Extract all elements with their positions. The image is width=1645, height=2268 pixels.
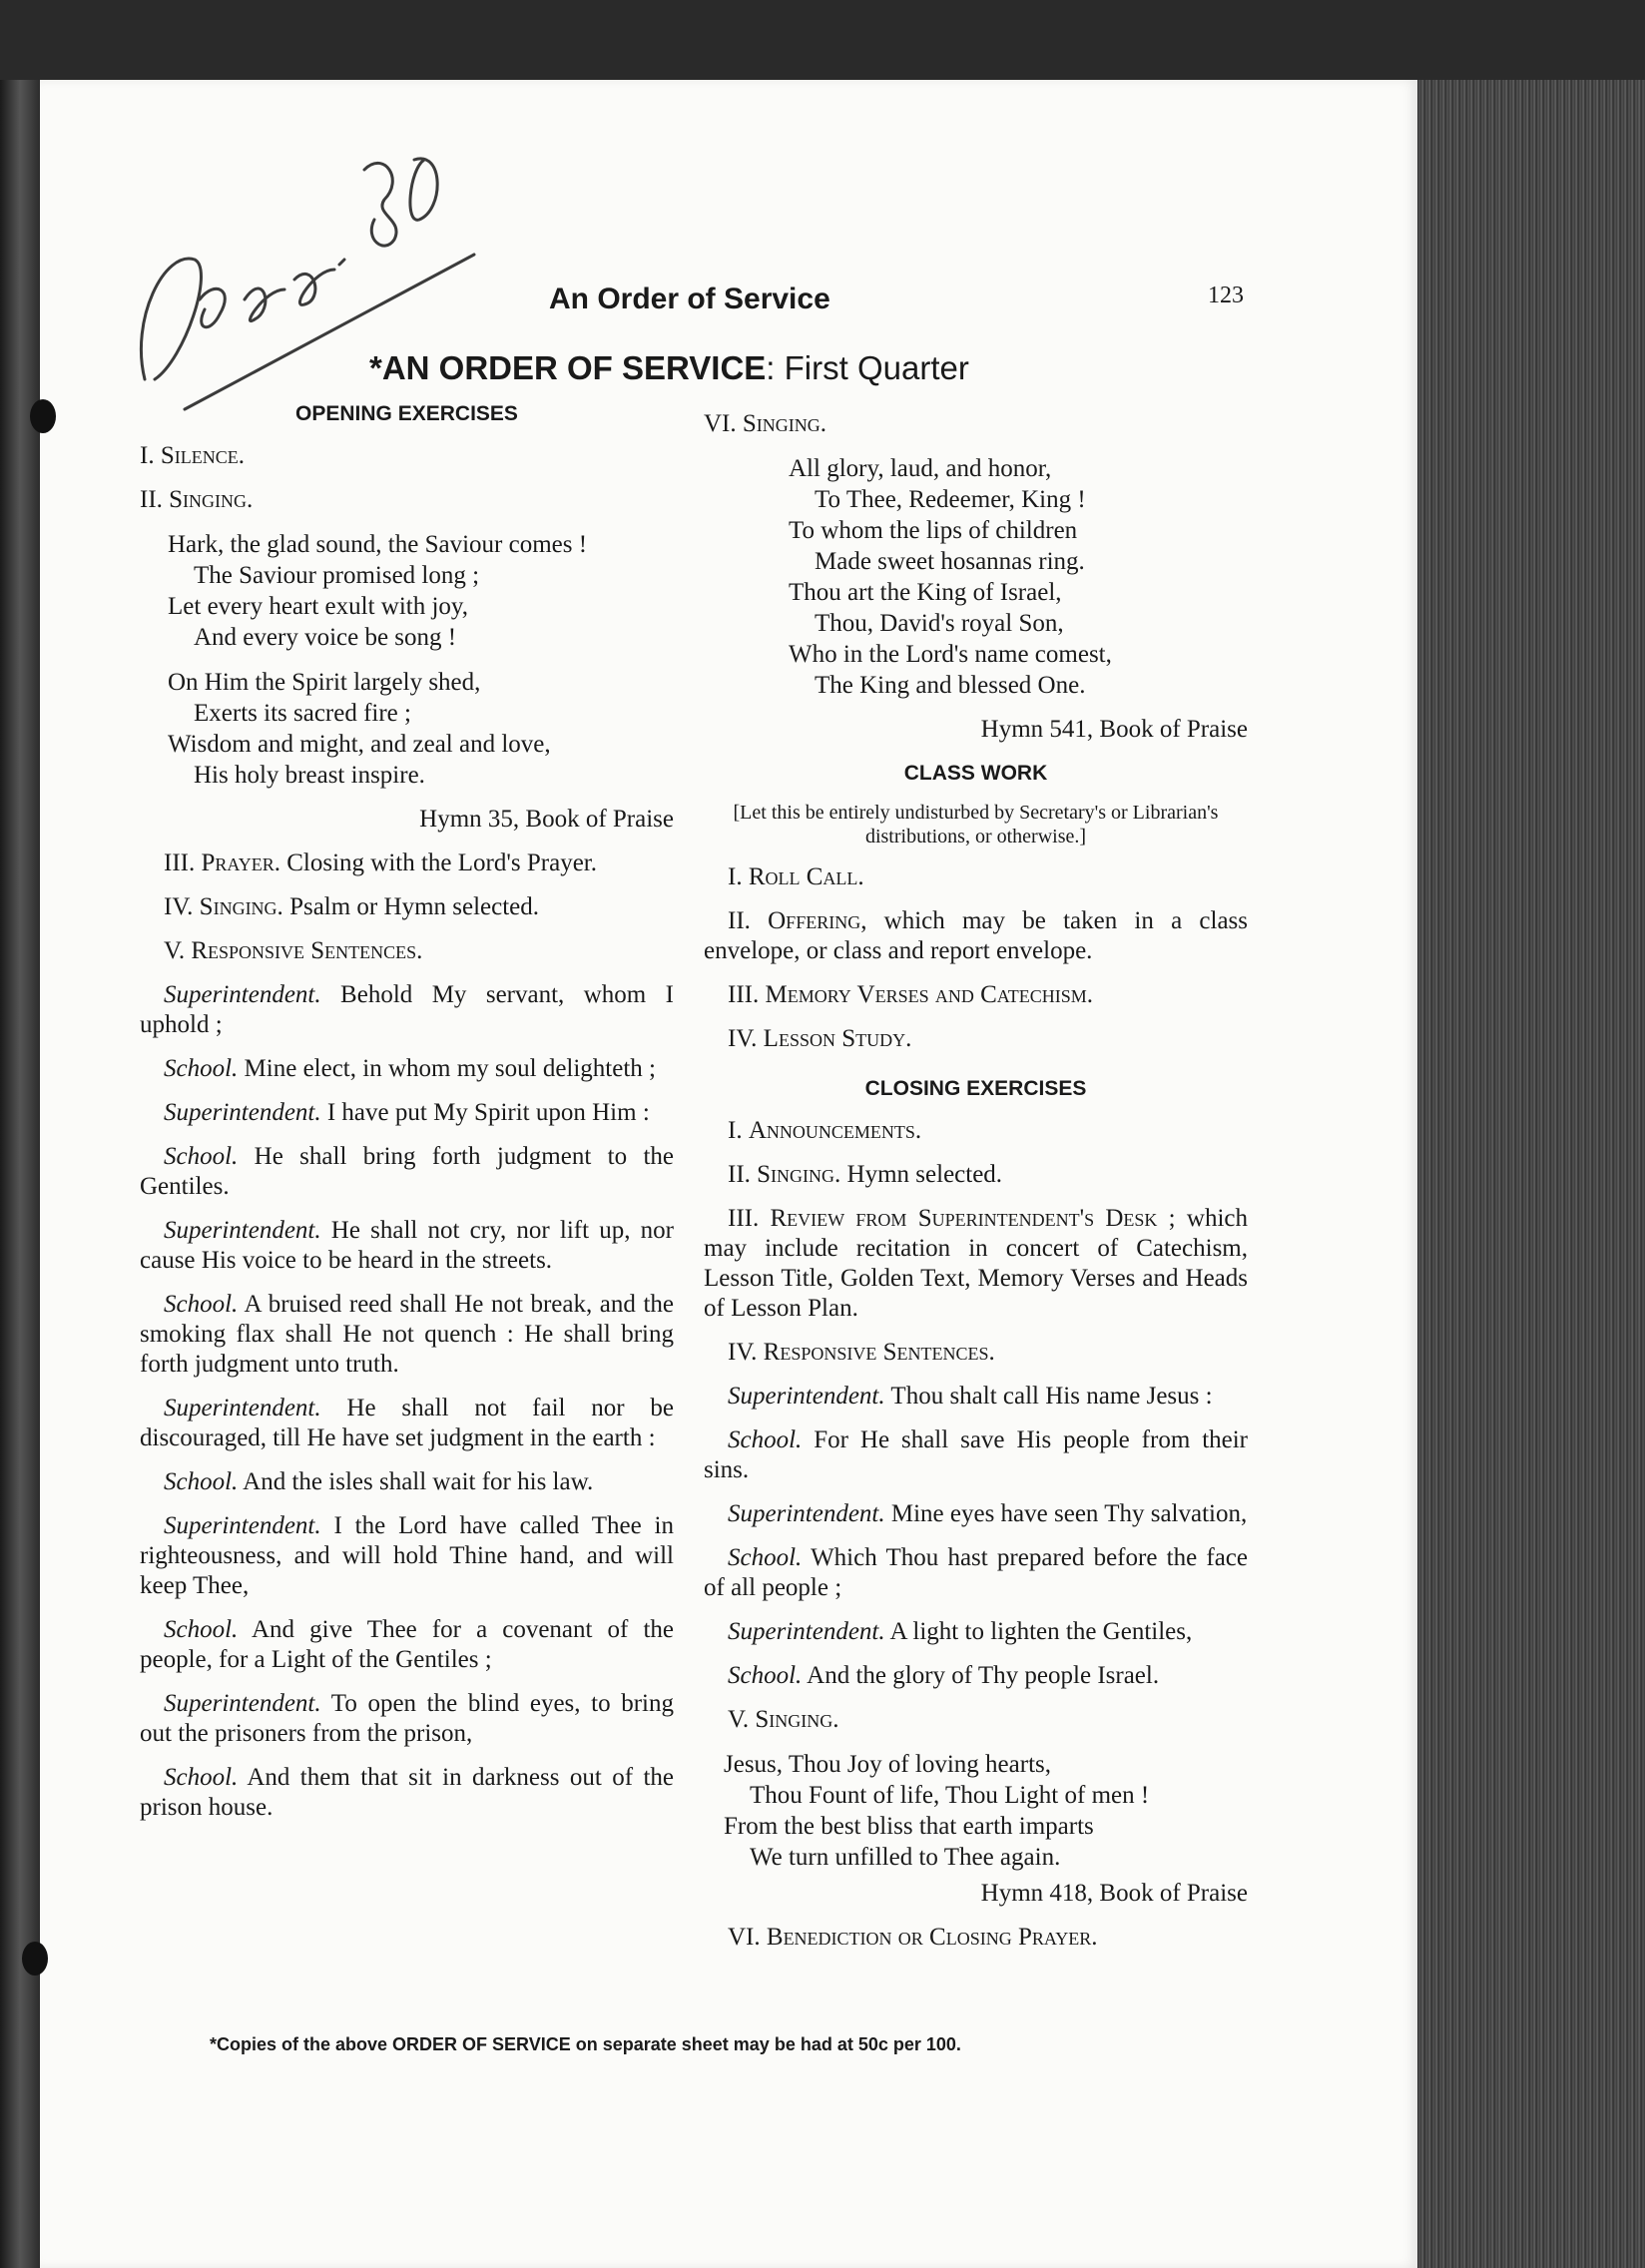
speaker: School. xyxy=(164,1616,239,1643)
speaker: Superintendent. xyxy=(728,1383,885,1410)
opening-exercises-heading: OPENING EXERCISES xyxy=(295,402,518,425)
sentence-text: A light to lighten the Gentiles, xyxy=(889,1618,1193,1645)
verse-line: Thou art the King of Israel, xyxy=(789,579,1062,606)
speaker: School. xyxy=(728,1662,803,1689)
verse-line: To Thee, Redeemer, King ! xyxy=(815,486,1086,513)
page-number: 123 xyxy=(1208,283,1244,308)
item-number: VI. xyxy=(728,1924,761,1951)
sentence-text: He shall not fail nor be discouraged, till He have set judgment in the earth : xyxy=(140,1395,674,1451)
title-main: *AN ORDER OF SERVICE xyxy=(369,349,767,386)
item-label: Offering, xyxy=(768,907,867,934)
hymn-verse-4 xyxy=(724,1749,1248,1873)
item-label: Roll Call. xyxy=(748,863,864,890)
speaker: Superintendent. xyxy=(164,1512,321,1539)
handwritten-annotation xyxy=(125,140,484,439)
sentence-text: Thou shalt call His name Jesus : xyxy=(890,1383,1213,1410)
item-label: Singing. xyxy=(755,1706,839,1733)
sentence-text: Which Thou hast prepared before the face of all people ; xyxy=(704,1544,1248,1601)
item-label: Benediction or Closing Prayer. xyxy=(766,1924,1098,1951)
closing-responsive-list xyxy=(704,1382,1248,1691)
item-number: V. xyxy=(728,1706,750,1733)
sentence-text: I the Lord have called Thee in righteousness, and will hold Thine hand, and will keep Thee, xyxy=(140,1512,675,1599)
verse-line: Thou, David's royal Son, xyxy=(815,610,1064,637)
responsive-sentence xyxy=(140,1098,674,1128)
verse-line: To whom the lips of children xyxy=(789,517,1078,544)
responsive-sentence xyxy=(140,1615,674,1675)
item-closing-singing xyxy=(704,1160,1248,1190)
verse-line: The Saviour promised long ; xyxy=(194,562,480,589)
hymn-verse-2 xyxy=(168,667,674,791)
sentence-text: And give Thee for a covenant of the people, for a Light of the Gentiles ; xyxy=(140,1616,674,1673)
sentence-text: And them that sit in darkness out of the prison house. xyxy=(140,1764,674,1821)
verse-line: Let every heart exult with joy, xyxy=(168,593,469,620)
item-number: III. xyxy=(164,850,196,876)
item-label: Review from Superintendent's Desk ; xyxy=(770,1205,1176,1232)
item-label: Lesson Study. xyxy=(763,1025,912,1052)
speaker: School. xyxy=(164,1291,239,1318)
item-offering xyxy=(704,906,1248,966)
speaker: School. xyxy=(164,1055,239,1082)
item-label: Singing. xyxy=(742,410,827,437)
closing-exercises-heading: CLOSING EXERCISES xyxy=(864,1077,1087,1100)
verse-line: Jesus, Thou Joy of loving hearts, xyxy=(724,1751,1051,1778)
item-number: IV. xyxy=(164,893,194,920)
verse-line: Exerts its sacred fire ; xyxy=(194,700,411,727)
sentence-text: He shall bring forth judgment to the Gentiles. xyxy=(140,1143,675,1200)
item-number: V. xyxy=(164,937,186,964)
responsive-sentence xyxy=(140,1511,674,1601)
verse-line: And every voice be song ! xyxy=(194,624,457,651)
item-label: Singing. xyxy=(757,1161,841,1188)
speaker: Superintendent. xyxy=(164,1099,321,1126)
speaker: Superintendent. xyxy=(164,1395,321,1421)
item-closing-singing-v xyxy=(704,1705,1248,1735)
speaker: Superintendent. xyxy=(728,1500,885,1527)
left-column xyxy=(140,399,674,1837)
footnote: *Copies of the above ORDER OF SERVICE on separate sheet may be had at 50c per 100. xyxy=(210,2034,961,2054)
item-singing-vi xyxy=(704,409,1248,439)
responsive-sentence xyxy=(704,1617,1248,1647)
punch-hole xyxy=(22,1942,48,1976)
item-number: IV. xyxy=(728,1339,758,1366)
speaker: School. xyxy=(164,1143,239,1170)
item-prayer xyxy=(140,849,674,878)
verse-line: Wisdom and might, and zeal and love, xyxy=(168,731,551,758)
speaker: School. xyxy=(164,1468,239,1495)
responsive-sentence xyxy=(704,1499,1248,1529)
speaker: Superintendent. xyxy=(164,1217,321,1244)
item-singing xyxy=(140,485,674,515)
hymn-source: Hymn 541, Book of Praise xyxy=(980,716,1248,743)
responsive-sentence xyxy=(140,1290,674,1380)
speaker: School. xyxy=(728,1426,803,1453)
scan-top-border xyxy=(0,0,1645,80)
item-number: I. xyxy=(728,863,743,890)
item-label: Announcements. xyxy=(748,1117,922,1144)
verse-line: Made sweet hosannas ring. xyxy=(815,548,1085,575)
item-memory-verses xyxy=(704,980,1248,1010)
verse-line: From the best bliss that earth imparts xyxy=(724,1813,1094,1840)
title-sub: : First Quarter xyxy=(766,349,969,386)
item-number: I. xyxy=(728,1117,743,1144)
responsive-sentence xyxy=(704,1543,1248,1603)
sentence-text: Mine elect, in whom my soul delighteth ; xyxy=(244,1055,656,1082)
item-number: III. xyxy=(728,1205,760,1232)
item-label: Memory Verses and Catechism. xyxy=(765,981,1094,1008)
sentence-text: And the glory of Thy people Israel. xyxy=(807,1662,1160,1689)
page-stack-edge xyxy=(1417,80,1645,2268)
item-label: Responsive Sentences. xyxy=(763,1339,995,1366)
sentence-text: For He shall save His people from their sins. xyxy=(704,1426,1249,1483)
item-responsive-sentences xyxy=(140,936,674,966)
verse-line: The King and blessed One. xyxy=(815,672,1086,699)
responsive-sentence xyxy=(140,1467,674,1497)
item-text: which may be taken in a class envelope, or class and report envelope. xyxy=(704,907,1248,964)
verse-line: Thou Fount of life, Thou Light of men ! xyxy=(750,1782,1150,1809)
punch-hole xyxy=(30,399,56,433)
hymn-source: Hymn 35, Book of Praise xyxy=(419,806,674,833)
item-label: Responsive Sentences. xyxy=(191,937,423,964)
sentence-text: Behold My servant, whom I uphold ; xyxy=(140,981,674,1038)
sentence-text: I have put My Spirit upon Him : xyxy=(326,1099,650,1126)
right-column xyxy=(704,409,1248,1967)
item-silence xyxy=(140,441,674,471)
item-label: Singing. xyxy=(169,486,254,513)
item-label: Singing. xyxy=(199,893,283,920)
class-work-note: [Let this be entirely undisturbed by Secretary's or Librarian's distributions, or otherwise.] xyxy=(733,802,1219,848)
item-number: II. xyxy=(728,1161,751,1188)
running-title: An Order of Service xyxy=(549,283,830,315)
item-singing-psalm xyxy=(140,892,674,922)
verse-line: His holy breast inspire. xyxy=(194,762,425,789)
class-work-heading: CLASS WORK xyxy=(903,762,1048,785)
item-roll-call xyxy=(704,862,1248,892)
item-benediction xyxy=(704,1923,1248,1953)
item-closing-responsive xyxy=(704,1338,1248,1368)
sentence-text: He shall not cry, nor lift up, nor cause His voice to be heard in the streets. xyxy=(140,1217,674,1274)
item-lesson-study xyxy=(704,1024,1248,1054)
item-number: I. xyxy=(140,442,155,469)
item-number: II. xyxy=(728,907,751,934)
responsive-sentence xyxy=(704,1382,1248,1412)
responsive-sentence xyxy=(140,1763,674,1823)
responsive-sentences-list xyxy=(140,980,674,1823)
verse-line: On Him the Spirit largely shed, xyxy=(168,669,481,696)
speaker: Superintendent. xyxy=(728,1618,885,1645)
verse-line: Who in the Lord's name comest, xyxy=(789,641,1112,668)
sentence-text: A bruised reed shall He not break, and the smoking flax shall He not quench : He shall bring forth judgment unto truth. xyxy=(140,1291,674,1378)
item-announcements xyxy=(704,1116,1248,1146)
item-label: Silence. xyxy=(160,442,245,469)
item-text: Closing with the Lord's Prayer. xyxy=(286,850,597,876)
verse-line: Hark, the glad sound, the Saviour comes ! xyxy=(168,531,588,558)
speaker: Superintendent. xyxy=(164,1690,321,1717)
responsive-sentence xyxy=(140,980,674,1040)
item-number: IV. xyxy=(728,1025,758,1052)
responsive-sentence xyxy=(140,1054,674,1084)
responsive-sentence xyxy=(704,1425,1248,1485)
sentence-text: And the isles shall wait for his law. xyxy=(243,1468,594,1495)
item-text: which may include recitation in concert of Catechism, Lesson Title, Golden Text, Memory Verses and Heads of Lesson Plan. xyxy=(704,1205,1249,1322)
speaker: School. xyxy=(728,1544,803,1571)
item-number: VI. xyxy=(704,410,737,437)
responsive-sentence xyxy=(140,1394,674,1453)
item-label: Prayer. xyxy=(201,850,280,876)
item-review xyxy=(704,1204,1248,1324)
responsive-sentence xyxy=(140,1689,674,1749)
verse-line: We turn unfilled to Thee again. xyxy=(750,1844,1061,1871)
speaker: School. xyxy=(164,1764,239,1791)
responsive-sentence xyxy=(140,1142,674,1202)
hymn-verse-3 xyxy=(789,453,1248,701)
hymn-source: Hymn 418, Book of Praise xyxy=(980,1880,1248,1907)
item-text: Psalm or Hymn selected. xyxy=(289,893,540,920)
item-number: II. xyxy=(140,486,163,513)
item-number: III. xyxy=(728,981,760,1008)
page-title xyxy=(369,349,969,387)
sentence-text: To open the blind eyes, to bring out the prisoners from the prison, xyxy=(140,1690,674,1747)
speaker: Superintendent. xyxy=(164,981,321,1008)
verse-line: All glory, laud, and honor, xyxy=(789,455,1052,482)
item-text: Hymn selected. xyxy=(846,1161,1003,1188)
responsive-sentence xyxy=(704,1661,1248,1691)
responsive-sentence xyxy=(140,1216,674,1276)
sentence-text: Mine eyes have seen Thy salvation, xyxy=(890,1500,1248,1527)
hymn-verse-1 xyxy=(168,529,674,653)
